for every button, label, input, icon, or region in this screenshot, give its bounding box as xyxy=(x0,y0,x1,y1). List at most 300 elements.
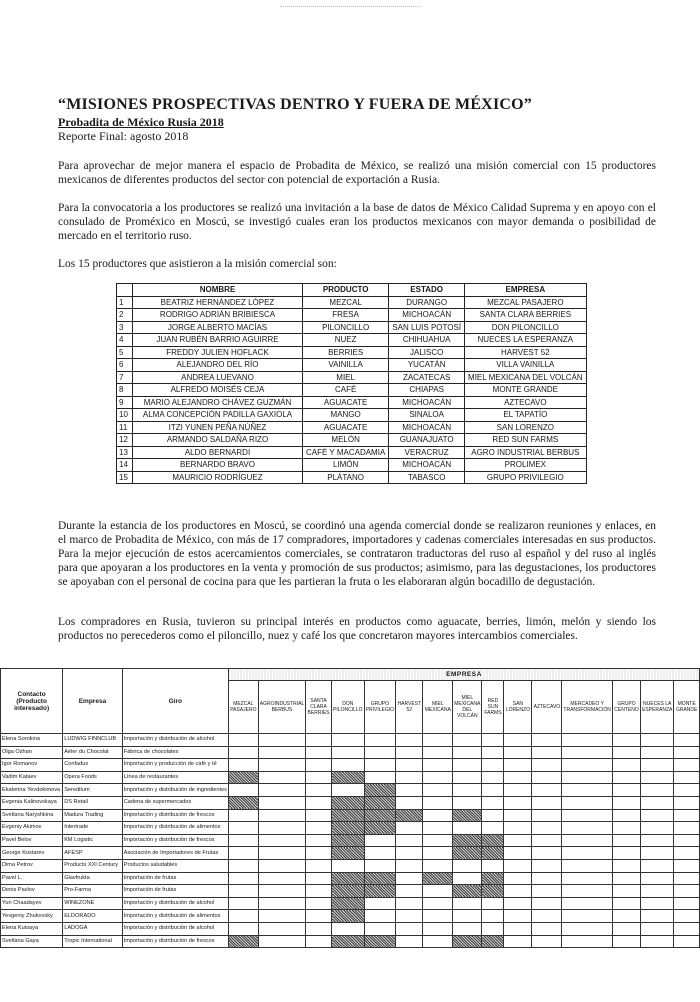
empty-cell xyxy=(332,859,365,872)
empty-cell xyxy=(641,922,674,935)
buyer-giro: Importación y distribución de ingredientes xyxy=(122,784,228,797)
empty-cell xyxy=(674,771,700,784)
empty-cell xyxy=(396,759,423,772)
empty-cell xyxy=(306,796,332,809)
empty-cell xyxy=(306,734,332,747)
producer-name: ALMA CONCEPCIÓN PADILLA GAXIOLA xyxy=(133,409,303,422)
producers-intro: Los 15 productores que asistieron a la misión comercial son: xyxy=(58,258,337,270)
buyer-company: KM Logistic xyxy=(63,834,123,847)
empty-cell xyxy=(423,885,453,898)
empty-cell xyxy=(532,935,562,948)
interest-mark-cell xyxy=(332,809,365,822)
producer-product: MELÓN xyxy=(303,434,389,447)
empty-cell xyxy=(612,746,640,759)
buyer-giro: Asociación de Importadores de Frutas xyxy=(122,847,228,860)
matrix-company-header: AGROINDUSTRIAL BERBUS xyxy=(258,681,305,734)
empty-cell xyxy=(504,746,532,759)
empty-cell xyxy=(674,834,700,847)
producer-name: BERNARDO BRAVO xyxy=(133,459,303,472)
empty-cell xyxy=(396,872,423,885)
empty-cell xyxy=(258,834,305,847)
empty-cell xyxy=(562,897,613,910)
producer-row xyxy=(117,434,587,447)
producer-num: 8 xyxy=(117,384,133,397)
empty-cell xyxy=(258,734,305,747)
empty-cell xyxy=(641,859,674,872)
empty-cell xyxy=(674,734,700,747)
producer-name: ALDO BERNARDI xyxy=(133,446,303,459)
producer-num: 11 xyxy=(117,421,133,434)
empty-cell xyxy=(532,771,562,784)
empty-cell xyxy=(641,847,674,860)
producer-num: 7 xyxy=(117,371,133,384)
empty-cell xyxy=(364,910,396,923)
producer-state: MICHOACÁN xyxy=(389,396,465,409)
empty-cell xyxy=(562,922,613,935)
empty-cell xyxy=(228,784,258,797)
producer-row xyxy=(117,409,587,422)
empty-cell xyxy=(504,834,532,847)
producer-state: MICHOACÁN xyxy=(389,309,465,322)
empty-cell xyxy=(258,910,305,923)
buyer-giro: Importación de frutas xyxy=(122,872,228,885)
buyer-company: Intertrade xyxy=(63,822,123,835)
empty-cell xyxy=(332,922,365,935)
producer-state: GUANAJUATO xyxy=(389,434,465,447)
buyer-company: ELDORADO xyxy=(63,910,123,923)
producer-row xyxy=(117,421,587,434)
producer-name: ARMANDO SALDAÑA RIZO xyxy=(133,434,303,447)
buyer-giro: Importación y distribución de frescos xyxy=(122,935,228,948)
producer-state: MICHOACÁN xyxy=(389,421,465,434)
buyer-row xyxy=(1,935,700,948)
interest-mark-cell xyxy=(364,796,396,809)
producer-state: VERACRUZ xyxy=(389,446,465,459)
empty-cell xyxy=(482,796,504,809)
empty-cell xyxy=(364,746,396,759)
empty-cell xyxy=(482,809,504,822)
empty-cell xyxy=(504,922,532,935)
empty-cell xyxy=(423,796,453,809)
empty-cell xyxy=(532,759,562,772)
empty-cell xyxy=(453,771,482,784)
empty-cell xyxy=(306,859,332,872)
empty-cell xyxy=(482,859,504,872)
empty-cell xyxy=(504,809,532,822)
empty-cell xyxy=(228,746,258,759)
empty-cell xyxy=(306,784,332,797)
producer-product: AGUACATE xyxy=(303,421,389,434)
interest-mark-cell xyxy=(332,834,365,847)
matrix-company-header: MIEL MEXICANA DEL VOLCÁN xyxy=(453,681,482,734)
producer-product: CAFÉ xyxy=(303,384,389,397)
empty-cell xyxy=(423,897,453,910)
empty-cell xyxy=(228,910,258,923)
interest-mark-cell xyxy=(396,809,423,822)
empty-cell xyxy=(532,834,562,847)
empty-cell xyxy=(228,859,258,872)
buyer-contact: Igor Romanov xyxy=(1,759,63,772)
empty-cell xyxy=(258,771,305,784)
buyer-company: Opera Foods xyxy=(63,771,123,784)
interest-mark-cell xyxy=(453,935,482,948)
matrix-company-header: DON PILONCILLO xyxy=(332,681,365,734)
producer-name: MARIO ALEJANDRO CHÁVEZ GUZMÁN xyxy=(133,396,303,409)
empty-cell xyxy=(562,872,613,885)
buyer-giro: Importación y distribución de frescos xyxy=(122,809,228,822)
agenda-paragraph: Durante la estancia de los productores en Moscú, se coordinó una agenda comercial donde se realizaron reuniones y enlaces, en el marco de Probadita de México, con más de 17 compradores, importadores y cadenas comerciales interesadas en sus productos. Para la mejor ejecución de estos acercamientos comerciales, se contrataron traductoras del ruso al español y del ruso al inglés para que apoyaran a los productores en la venta y promoción de sus productos; asimismo, para las degustaciones, los productores se apoyaban con el personal de cocina para que les partieran la fruta o les elaboraran algún bocadillo de degustación. xyxy=(58,520,656,588)
empty-cell xyxy=(482,784,504,797)
producer-state: MICHOACÁN xyxy=(389,459,465,472)
empty-cell xyxy=(306,910,332,923)
interest-mark-cell xyxy=(364,809,396,822)
producer-name: FREDDY JULIEN HOFLACK xyxy=(133,346,303,359)
buyer-company: LUDWIG FINNCLUB xyxy=(63,734,123,747)
buyer-row xyxy=(1,847,700,860)
empty-cell xyxy=(532,809,562,822)
interest-mark-cell xyxy=(482,872,504,885)
producer-num: 6 xyxy=(117,359,133,372)
empty-cell xyxy=(228,759,258,772)
buyer-company: Tropic International xyxy=(63,935,123,948)
buyer-contact: Pavel Belov xyxy=(1,834,63,847)
empty-cell xyxy=(228,847,258,860)
empty-cell xyxy=(396,910,423,923)
interest-mark-cell xyxy=(453,885,482,898)
buyer-company: Aéler du Chocolat xyxy=(63,746,123,759)
producer-num: 14 xyxy=(117,459,133,472)
empty-cell xyxy=(641,935,674,948)
producer-company: MEZCAL PASAJERO xyxy=(465,296,587,309)
empty-cell xyxy=(453,746,482,759)
empty-cell xyxy=(228,885,258,898)
interest-mark-cell xyxy=(332,885,365,898)
empty-cell xyxy=(423,822,453,835)
empty-cell xyxy=(674,809,700,822)
empty-cell xyxy=(258,897,305,910)
producer-row xyxy=(117,384,587,397)
empty-cell xyxy=(423,859,453,872)
interest-mark-cell xyxy=(453,834,482,847)
empty-cell xyxy=(423,935,453,948)
empty-cell xyxy=(504,734,532,747)
buyer-company: LADOGA xyxy=(63,922,123,935)
empty-cell xyxy=(396,935,423,948)
buyer-giro: Importación y distribución de alimentos xyxy=(122,910,228,923)
buyer-row xyxy=(1,796,700,809)
empty-cell xyxy=(482,910,504,923)
empty-cell xyxy=(258,796,305,809)
empty-cell xyxy=(562,734,613,747)
producer-name: ITZI YUNEN PEÑA NÚÑEZ xyxy=(133,421,303,434)
empty-cell xyxy=(396,822,423,835)
matrix-company-header: SANTA CLARA BERRIES xyxy=(306,681,332,734)
buyer-row xyxy=(1,746,700,759)
producer-company: GRUPO PRIVILEGIO xyxy=(465,471,587,484)
empty-cell xyxy=(641,897,674,910)
empty-cell xyxy=(306,885,332,898)
matrix-company-header: SAN LORENZO xyxy=(504,681,532,734)
buyer-contact: Ekaterina Yevdokimova xyxy=(1,784,63,797)
header-producto: PRODUCTO xyxy=(303,284,389,297)
empty-cell xyxy=(364,759,396,772)
empty-cell xyxy=(306,746,332,759)
buyer-company: Glavfrukta xyxy=(63,872,123,885)
producer-row xyxy=(117,371,587,384)
buyer-giro: Fábrica de chocolates xyxy=(122,746,228,759)
producer-num: 10 xyxy=(117,409,133,422)
buyer-company: Products XXI Century xyxy=(63,859,123,872)
producer-state: JALISCO xyxy=(389,346,465,359)
interest-mark-cell xyxy=(364,784,396,797)
producers-table xyxy=(116,283,587,484)
empty-cell xyxy=(562,809,613,822)
producer-name: BEATRIZ HERNÁNDEZ LÓPEZ xyxy=(133,296,303,309)
producer-company: PROLIMEX xyxy=(465,459,587,472)
intro-paragraph: Para aprovechar de mejor manera el espacio de Probadita de México, se realizó una misión comercial con 15 productores mexicanos de diferentes productos del sector con potencial de exportación a Rusia. xyxy=(58,160,656,186)
empty-cell xyxy=(306,872,332,885)
matrix-header-contact: Contacto (Producto interesado) xyxy=(1,669,63,734)
empty-cell xyxy=(332,734,365,747)
buyer-contact: Evgenia Kalinovskaya xyxy=(1,796,63,809)
producer-name: JORGE ALBERTO MACÍAS xyxy=(133,321,303,334)
empty-cell xyxy=(364,859,396,872)
buyer-company: Madura Trading xyxy=(63,809,123,822)
empty-cell xyxy=(674,859,700,872)
buyer-row xyxy=(1,910,700,923)
empty-cell xyxy=(228,872,258,885)
buyer-company: WINEZONE xyxy=(63,897,123,910)
producer-product: LIMÓN xyxy=(303,459,389,472)
empty-cell xyxy=(423,771,453,784)
matrix-header-giro: Giro xyxy=(122,669,228,734)
empty-cell xyxy=(612,885,640,898)
matrix-company-header: MEZCAL PASAJERO xyxy=(228,681,258,734)
buyer-giro: Importación y distribución de alcohol xyxy=(122,734,228,747)
scan-artifact xyxy=(280,6,420,7)
producer-state: SAN LUIS POTOSÍ xyxy=(389,321,465,334)
empty-cell xyxy=(504,935,532,948)
producer-product: AGUACATE xyxy=(303,396,389,409)
producers-header-row xyxy=(117,284,587,297)
empty-cell xyxy=(306,771,332,784)
empty-cell xyxy=(562,822,613,835)
buyer-contact: Dima Petrov xyxy=(1,859,63,872)
header-nombre: NOMBRE xyxy=(133,284,303,297)
interest-mark-cell xyxy=(332,771,365,784)
buyer-company: Confadus xyxy=(63,759,123,772)
empty-cell xyxy=(258,935,305,948)
empty-cell xyxy=(532,822,562,835)
empty-cell xyxy=(532,922,562,935)
empty-cell xyxy=(453,796,482,809)
empty-cell xyxy=(612,859,640,872)
empty-cell xyxy=(228,834,258,847)
empty-cell xyxy=(504,885,532,898)
empty-cell xyxy=(612,847,640,860)
empty-cell xyxy=(258,859,305,872)
empty-cell xyxy=(562,771,613,784)
producer-state: YUCATÁN xyxy=(389,359,465,372)
matrix-header-empresa: EMPRESA xyxy=(228,669,699,681)
producer-product: NUEZ xyxy=(303,334,389,347)
interest-mark-cell xyxy=(332,935,365,948)
empty-cell xyxy=(674,759,700,772)
empty-cell xyxy=(504,796,532,809)
empty-cell xyxy=(532,897,562,910)
producer-num: 9 xyxy=(117,396,133,409)
producer-name: ALEJANDRO DEL RÍO xyxy=(133,359,303,372)
empty-cell xyxy=(396,859,423,872)
producer-state: CHIHUAHUA xyxy=(389,334,465,347)
buyer-contact: Svetlana Gaya xyxy=(1,935,63,948)
producer-name: ALFREDO MOISÉS CEJA xyxy=(133,384,303,397)
empty-cell xyxy=(612,759,640,772)
producer-state: TABASCO xyxy=(389,471,465,484)
empty-cell xyxy=(674,885,700,898)
empty-cell xyxy=(612,771,640,784)
empty-cell xyxy=(612,935,640,948)
empty-cell xyxy=(423,784,453,797)
producer-company: SANTA CLARA BERRIES xyxy=(465,309,587,322)
matrix-company-header: GRUPO CENTENO xyxy=(612,681,640,734)
empty-cell xyxy=(396,734,423,747)
empty-cell xyxy=(228,897,258,910)
empty-cell xyxy=(674,922,700,935)
buyer-row xyxy=(1,734,700,747)
empty-cell xyxy=(258,809,305,822)
empty-cell xyxy=(332,759,365,772)
empty-cell xyxy=(482,922,504,935)
empty-cell xyxy=(562,796,613,809)
empty-cell xyxy=(453,784,482,797)
empty-cell xyxy=(423,734,453,747)
empty-cell xyxy=(532,796,562,809)
empty-cell xyxy=(562,759,613,772)
buyer-contact: Yevgeniy Zhukovsky xyxy=(1,910,63,923)
producer-company: RED SUN FARMS xyxy=(465,434,587,447)
empty-cell xyxy=(423,809,453,822)
empty-cell xyxy=(504,771,532,784)
empty-cell xyxy=(332,746,365,759)
producer-product: PILONCILLO xyxy=(303,321,389,334)
interest-mark-cell xyxy=(228,796,258,809)
matrix-header-company: Empresa xyxy=(63,669,123,734)
interest-mark-cell xyxy=(228,771,258,784)
empty-cell xyxy=(364,771,396,784)
producer-product: BERRIES xyxy=(303,346,389,359)
empty-cell xyxy=(504,859,532,872)
empty-cell xyxy=(504,847,532,860)
interest-mark-cell xyxy=(423,872,453,885)
empty-cell xyxy=(504,897,532,910)
buyer-row xyxy=(1,922,700,935)
empty-cell xyxy=(482,822,504,835)
empty-cell xyxy=(396,771,423,784)
buyer-contact: Elena Kutsaya xyxy=(1,922,63,935)
empty-cell xyxy=(396,897,423,910)
empty-cell xyxy=(674,784,700,797)
empty-cell xyxy=(258,746,305,759)
empty-cell xyxy=(396,746,423,759)
empty-cell xyxy=(453,859,482,872)
buyer-giro: Productos saludables xyxy=(122,859,228,872)
empty-cell xyxy=(396,796,423,809)
buyer-giro: Cadena de supermercados xyxy=(122,796,228,809)
empty-cell xyxy=(396,885,423,898)
empty-cell xyxy=(641,796,674,809)
interest-mark-cell xyxy=(332,796,365,809)
buyer-contact: Evgeniy Akimov xyxy=(1,822,63,835)
producer-state: SINALOA xyxy=(389,409,465,422)
empty-cell xyxy=(532,734,562,747)
empty-cell xyxy=(504,784,532,797)
buyer-row xyxy=(1,897,700,910)
empty-cell xyxy=(258,872,305,885)
buyer-row xyxy=(1,885,700,898)
empty-cell xyxy=(306,847,332,860)
header-num xyxy=(117,284,133,297)
matrix-company-header: HARVEST 52 xyxy=(396,681,423,734)
producer-company: EL TAPATÍO xyxy=(465,409,587,422)
producer-row xyxy=(117,471,587,484)
interest-mark-cell xyxy=(332,847,365,860)
empty-cell xyxy=(562,859,613,872)
producer-num: 3 xyxy=(117,321,133,334)
empty-cell xyxy=(612,822,640,835)
empty-cell xyxy=(532,847,562,860)
buyer-giro: Importación de frutas xyxy=(122,885,228,898)
empty-cell xyxy=(423,847,453,860)
empty-cell xyxy=(504,822,532,835)
buyer-row xyxy=(1,759,700,772)
producer-company: MONTE GRANDE xyxy=(465,384,587,397)
empty-cell xyxy=(532,910,562,923)
buyers-matrix-table xyxy=(0,668,700,948)
buyer-contact: Pavel L. xyxy=(1,872,63,885)
producer-row xyxy=(117,459,587,472)
producer-company: NUECES LA ESPERANZA xyxy=(465,334,587,347)
empty-cell xyxy=(504,872,532,885)
buyer-contact: Yuri Chaadayev xyxy=(1,897,63,910)
empty-cell xyxy=(612,834,640,847)
empty-cell xyxy=(562,847,613,860)
buyer-contact: Olga Ozhan xyxy=(1,746,63,759)
producer-product: MIEL xyxy=(303,371,389,384)
producer-company: SAN LORENZO xyxy=(465,421,587,434)
producer-company: AGRO INDUSTRIAL BERBUS xyxy=(465,446,587,459)
empty-cell xyxy=(258,784,305,797)
empty-cell xyxy=(258,822,305,835)
empty-cell xyxy=(641,885,674,898)
empty-cell xyxy=(674,796,700,809)
empty-cell xyxy=(612,910,640,923)
empty-cell xyxy=(482,759,504,772)
empty-cell xyxy=(641,872,674,885)
empty-cell xyxy=(306,922,332,935)
interest-mark-cell xyxy=(482,834,504,847)
interest-mark-cell xyxy=(364,935,396,948)
buyer-contact: Vadim Kataev xyxy=(1,771,63,784)
producer-product: FRESA xyxy=(303,309,389,322)
producer-name: ANDREA LUEVANO xyxy=(133,371,303,384)
empty-cell xyxy=(532,859,562,872)
empty-cell xyxy=(453,922,482,935)
empty-cell xyxy=(674,897,700,910)
matrix-company-header: NUECES LA ESPERANZA xyxy=(641,681,674,734)
empty-cell xyxy=(482,746,504,759)
empty-cell xyxy=(641,822,674,835)
